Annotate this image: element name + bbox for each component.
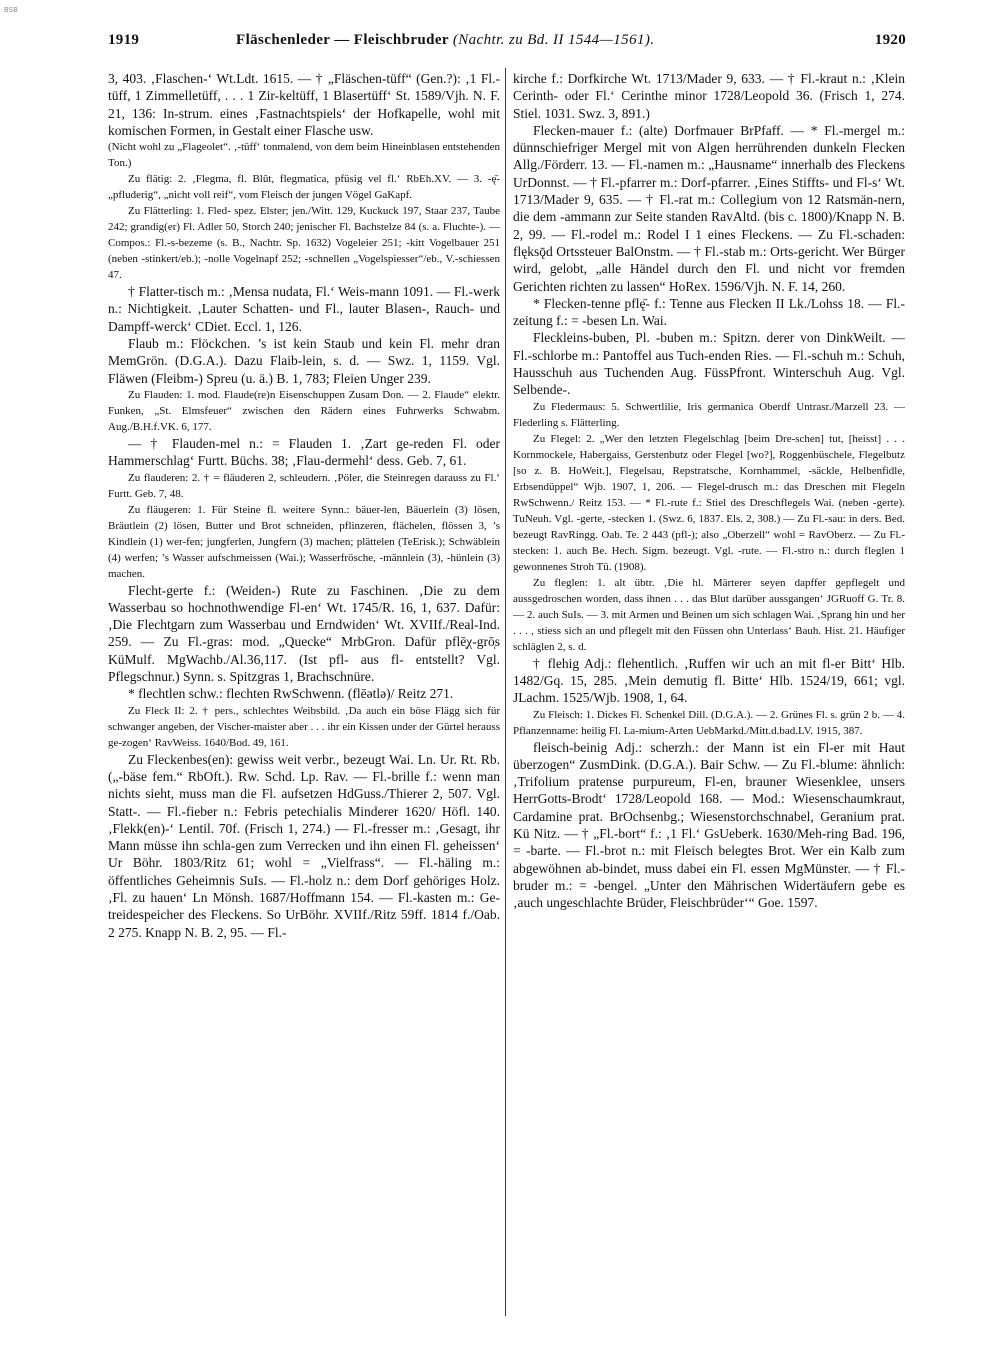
left-column — [108, 70, 500, 1320]
dictionary-entry: (Nicht wohl zu „Flageolet“. ‚-tüff‘ tonmalend, von dem beim Hineinblasen entstehenden Ton.) — [108, 141, 500, 170]
dictionary-entry: † flehig Adj.: flehentlich. ‚Ruffen wir uch an mit fl-er Bitt‘ Hlb. 1482/Gq. 15, 285. ‚Mein demutig fl. Bitte‘ Hlb. 1524/19, 661; vgl. JLachm. 1525/Wjb. 1908, 1, 64. — [513, 655, 905, 706]
right-column — [513, 70, 905, 1320]
dictionary-entry: Zu Flauden: 1. mod. Flaude(re)n Eisenschuppen Zusam Don. — 2. Flaude“ elektr. Funken, „St. Elmsfeuer“ zwischen den Rädern eines Fuhrwerks Schwabm. Aug./B.H.f.VK. 6, 177. — [108, 388, 500, 433]
column-divider — [505, 68, 506, 1316]
title-headwords: Fläschenleder — Fleischbruder — [236, 32, 449, 48]
library-stamp: BSB — [4, 6, 18, 14]
dictionary-entry: † Flatter-tisch m.: ‚Mensa nudata, Fl.‘ Weis-mann 1091. — Fl.-werk n.: Nichtigkeit. ‚Lauter Schatten- und Fl., lauter Blasen-, Rauch- und Dampff-werck‘ CDiet. Eccl. 1, 126. — [108, 284, 500, 334]
dictionary-entry: — † Flauden-mel n.: = Flauden 1. ‚Zart ge-reden Fl. oder Hammerschlag‘ Furtt. Büchs. 38; ‚Flau-dermehl‘ dess. Geb. 7, 61. — [108, 435, 500, 469]
dictionary-entry: Fleckleins-buben, Pl. -buben m.: Spitzn. derer von DinkWeilt. — Fl.-schlorbe m.: Pantoffel aus Tuch-enden Ries. — Fl.-schuh m.: Schuh, Hausschuh aus Tuchenden Aug. FüssPfront. Winterschuh Aug. Vgl. Selbende-. — [513, 330, 905, 398]
page-number-left: 1919 — [108, 32, 140, 48]
dictionary-entry: * flechtlen schw.: flechten RwSchwenn. (flēǝtlǝ)/ Reitz 271. — [128, 686, 454, 702]
dictionary-entry: 3, 403. ‚Flaschen-‘ Wt.Ldt. 1615. — † „Fläschen-tüff“ (Gen.?): ‚1 Fl.-tüff, 1 Zimmelletüff, . . . 1 Zir-keltüff, 1 Blasertüff‘ St. 1589/Vjh. N. F. 21, 136: In-strum. eines ‚Fastnachtspiels‘ der Hofkapelle, wohl mit komischen Formen, in Gestalt einer Flasche usw. — [108, 71, 500, 138]
dictionary-entry: Flaub m.: Flöckchen. ’s ist kein Staub und kein Fl. mehr dran MemGrön. (D.G.A.). Dazu Flaib-lein, s. d. — Swz. 1, 1159. Vgl. Fläwen (Fleibm-) Spreu (u. ä.) B. 1, 783; Fleien Unger 239. — [108, 336, 500, 386]
page-number-right: 1920 — [874, 32, 906, 48]
dictionary-entry: Zu flätig: 2. ‚Flegma, fl. Blût, flegmatica, pfüsig vel fl.‘ RbEh.XV. — 3. -ę̄- „pfluderig“, „nicht voll reif“, vom Fleisch der jungen Vögel GaKapf. — [108, 173, 500, 202]
dictionary-entry: Flecht-gerte f.: (Weiden-) Rute zu Faschinen. ‚Die zu dem Wasserbau so hochnothwendige Fl-en‘ Wt. 1745/R. 16, 1, 637. Dafür: ‚Die Flechtgarn zum Wasserbau und Erndwiden‘ Wt. XVIIf./Real-Ind. 259. — Zu Fl.-gras: mod. „Quecke“ MrbGron. Dafür pflē̜χ-grō̜s KüMulf. MgWachb./Al.36,117. (Ist pfl- aus fl- entstellt? Vgl. Pflegschnur.) Synn. s. Spitzgras 1, Brachschnüre. — [108, 582, 500, 685]
dictionary-entry: Zu fleglen: 1. alt übtr. ‚Die hl. Märterer seyen dapffer gepflegelt und aussgedroschen worden, dass ihnen . . . das Blut darüber aussgangen‘ JGRuoff G. Tr. 8. — 2. auch SuIs. — 3. mit Armen und Beinen um sich schlagen Wai. ‚Sprang hin und her . . . , stiess sich an und pflegelt mit den Füssen ohn Unterlass‘ Bauh. Hist. 21. Häufiger schläglen 2, s. d. — [513, 576, 905, 653]
dictionary-entry: Zu Fleisch: 1. Dickes Fl. Schenkel Dill. (D.G.A.). — 2. Grünes Fl. s. grün 2 b. — 4. Pflanzenname: heilig Fl. La-mium-Arten UebMarkd./Mitt.d.bad.LV. 1915, 387. — [513, 708, 905, 737]
title-note: (Nachtr. zu Bd. II 1544—1561). — [452, 32, 655, 48]
dictionary-entry: Zu Fleckenbes(en): gewiss weit verbr., bezeugt Wai. Ln. Ur. Rt. Rb. („-bäse fem.“ RbOft.). Rw. Schd. Lp. Rav. — Fl.-brille f.: wenn man nichts sieht, muss man die Fl. aufsetzen HdGuss./Thierer 2, 507. Vgl. Statt-. — Fl.-fieber n.: Febris petechialis Minderer 1620/ Höfl. 140. ‚Flekk(en)-‘ Lentil. 70f. (Frisch 1, 274.) — Fl.-fresser m.: ‚Gesagt, ihr Mann müsse ihn schla-gen zum Verrecken und ihn einen Fl. geheissen‘ Ur Böhr. 1803/Ritz 61; wohl = „Vielfrass“. — Fl.-häling m.: öffentliches Geheimnis SuIs. — Fl.-holz n.: dem Dorf gehöriges Holz. ‚Fl. zu hauen‘ Ln Mönsh. 1687/Hoffmann 154. — Fl.-kasten m.: Ge-treidespeicher des Fleckens. So UrBöhr. XVIIf./Ritz 59ff. 1814 f./Oab. 2 275. Knapp N. B. 2, 95. — Fl.- — [108, 751, 500, 940]
dictionary-entry: Flecken-mauer f.: (alte) Dorfmauer BrPfaff. — * Fl.-mergel m.: dünnschiefriger Mergel mit von Algen herrührenden dunkeln Flecken Allg./Förderr. 13. — Fl.-namen m.: „Hausname“ innerhalb des Fleckens UrDonnst. — † Fl.-pfarrer m.: Dorf-pfarrer. ‚Eines Stiffts- und Fl-s‘ Wt. 1713/Mader 9, 635. — † Fl.-rat m.: Collegium von 12 Ratsmän-nern, die dem -ammann zur Seite standen RavAltd. (bis c. 1800)/Knapp N. B. 2, 99. — Fl.-rodel m.: Rodel I 1 eines Fleckens. — Zu Fl.-schaden: flęksǭd Ortssteuer BalOnstm. — † Fl.-stab m.: Orts-gericht. Wer Bürger wird, gelobt, „alle Händel durch den Fl. und nicht vor fremden Gerichten richten zu lassen“ HoRex. 1596/Vjh. N. F. 14, 260. — [513, 122, 905, 294]
dictionary-entry: kirche f.: Dorfkirche Wt. 1713/Mader 9, 633. — † Fl.-kraut n.: ‚Klein Cerinth- oder Fl.‘ Cerinthe minor 1728/Leopold 36. (Frisch 1, 274. Stiel. 1031. Swz. 3, 891.) — [513, 71, 905, 121]
dictionary-entry: Zu flauderen: 2. † = fläuderen 2, schleudern. ‚Pöler, die Steinregen darauss zu Fl.‘ Furtt. Geb. 7, 48. — [108, 471, 500, 500]
dictionary-entry: Zu Flätterling: 1. Fled- spez. Elster; jen./Witt. 129, Kuckuck 197, Staar 237, Taube 242; grandig(er) Fl. Adler 50, Storch 240; jenischer Fl. Bachstelze 84 (s. a. Fluchte-). — Compos.: Fl.-s-bezeme (s. B., Nachtr. Sp. 1632) Vogeleier 251; -kitt Vogelbauer 251 (neben -stinkert/eb.); -nolle Vogelnapf 252; -schnellen „Vogelspiesser“/eb., V.-schiessen 47. — [108, 205, 500, 282]
dictionary-entry: Zu fläugeren: 1. Für Steine fl. weitere Synn.: bäuer-len, Bäuerlein (3) lösen, Bräutlein (2) lösen, Butter und Brot schneiden, pflinzeren, flächelen, flössen 3, ’s Kindlein (1) wer-fen; jungferlen, Jungfern (3) machen; plättelen (TeErisk.); Schwäblein (4) werfen; ’s Wasser aufschmeissen (Wai.); Wasserfrösche, -männlein (3), -hünlein (3) machen. — [108, 503, 500, 580]
dictionary-entry: fleisch-beinig Adj.: scherzh.: der Mann ist ein Fl-er mit Haut überzogen“ ZusmDink. (D.G.A.). Bair Schw. — Zu Fl.-blume: ähnlich: ‚Trifolium pratense purpureum, Fl-en, brauner Wiesenklee, unsers HerrGotts-Brodt‘ 1728/Leopold 168. — Mod.: Wiesenschaumkraut, Cardamine prat. BrOchsenbg.; Wiesenstorchschnabel, Geranium prat. Kü Nitz. — † „Fl.-bort“ f.: ‚1 Fl.‘ GsUeberk. 1630/Meh-ring Bad. 196, = -barte. — Fl.-brot n.: mit Fleisch belegtes Brot. Wer ein Kalb zum abgewöhnen ab-bindet, muss dabei ein Fl. essen MgMünster. — † Fl.-bruder m.: = -bengel. „Unter den Mährischen Widertäufern gebe es ‚auch ungeschlachte Brüder, Fleischbrüder‘“ Goe. 1597. — [513, 739, 905, 911]
running-header — [108, 32, 906, 54]
dictionary-entry: * Flecken-tenne pflę̄- f.: Tenne aus Flecken II Lk./Lohss 18. — Fl.-zeitung f.: = -besen Ln. Wai. — [513, 295, 905, 329]
dictionary-entry: Zu Fledermaus: 5. Schwertlilie, Iris germanica Oberdf Untrasr./Marzell 23. — Flederling s. Flätterling. — [513, 400, 905, 429]
page-title — [236, 32, 654, 49]
dictionary-entry: Zu Fleck II: 2. † pers., schlechtes Weibsbild. ‚Da auch ein böse Flägg sich für schwanger angeben, der Vischer-maister aber . . . ihr ein Kissen under der Gürtel herauss ge-zogen‘ RavWeiss. 1640/Bod. 49, 161. — [108, 704, 500, 749]
dictionary-entry: Zu Flegel: 2. „Wer den letzten Flegelschlag [beim Dre-schen] tut, [heisst] . . . Kornmockele, Habergaiss, Gerstenbutz oder Flegel [wo?], Roggenbüschele, Flegelbutz [so z. B. HoWeit.], Flegelsau, Repstratsche, Kornhammel, -säckle, Helbenfidle, Erbsendüppel“ Wjb. 1907, 1, 206. — Flegel-drusch m.: das Dreschen mit Flegeln RwSchwenn./ Reitz 153. — * Fl.-rute f.: Stiel des Dreschflegels Wai. (neben -gerte). TuNeuh. Vgl. -gerte, -stecken 1. (Swz. 6, 1837. Els. 2, 308.) — Zu Fl.-sau: in ders. Bed. bezeugt RavRingg. Oab. Te. 2 443 (pfl-); also „Oberzell“ wohl = RavOberz. — Zu Fl.-stecken: 1. auch Be. Hech. Sigm. bezeugt. Vgl. -rute. — Fl.-stro n.: durch fleglen 1 gewonnenes Stroh Tü. (1908). — [513, 432, 905, 573]
